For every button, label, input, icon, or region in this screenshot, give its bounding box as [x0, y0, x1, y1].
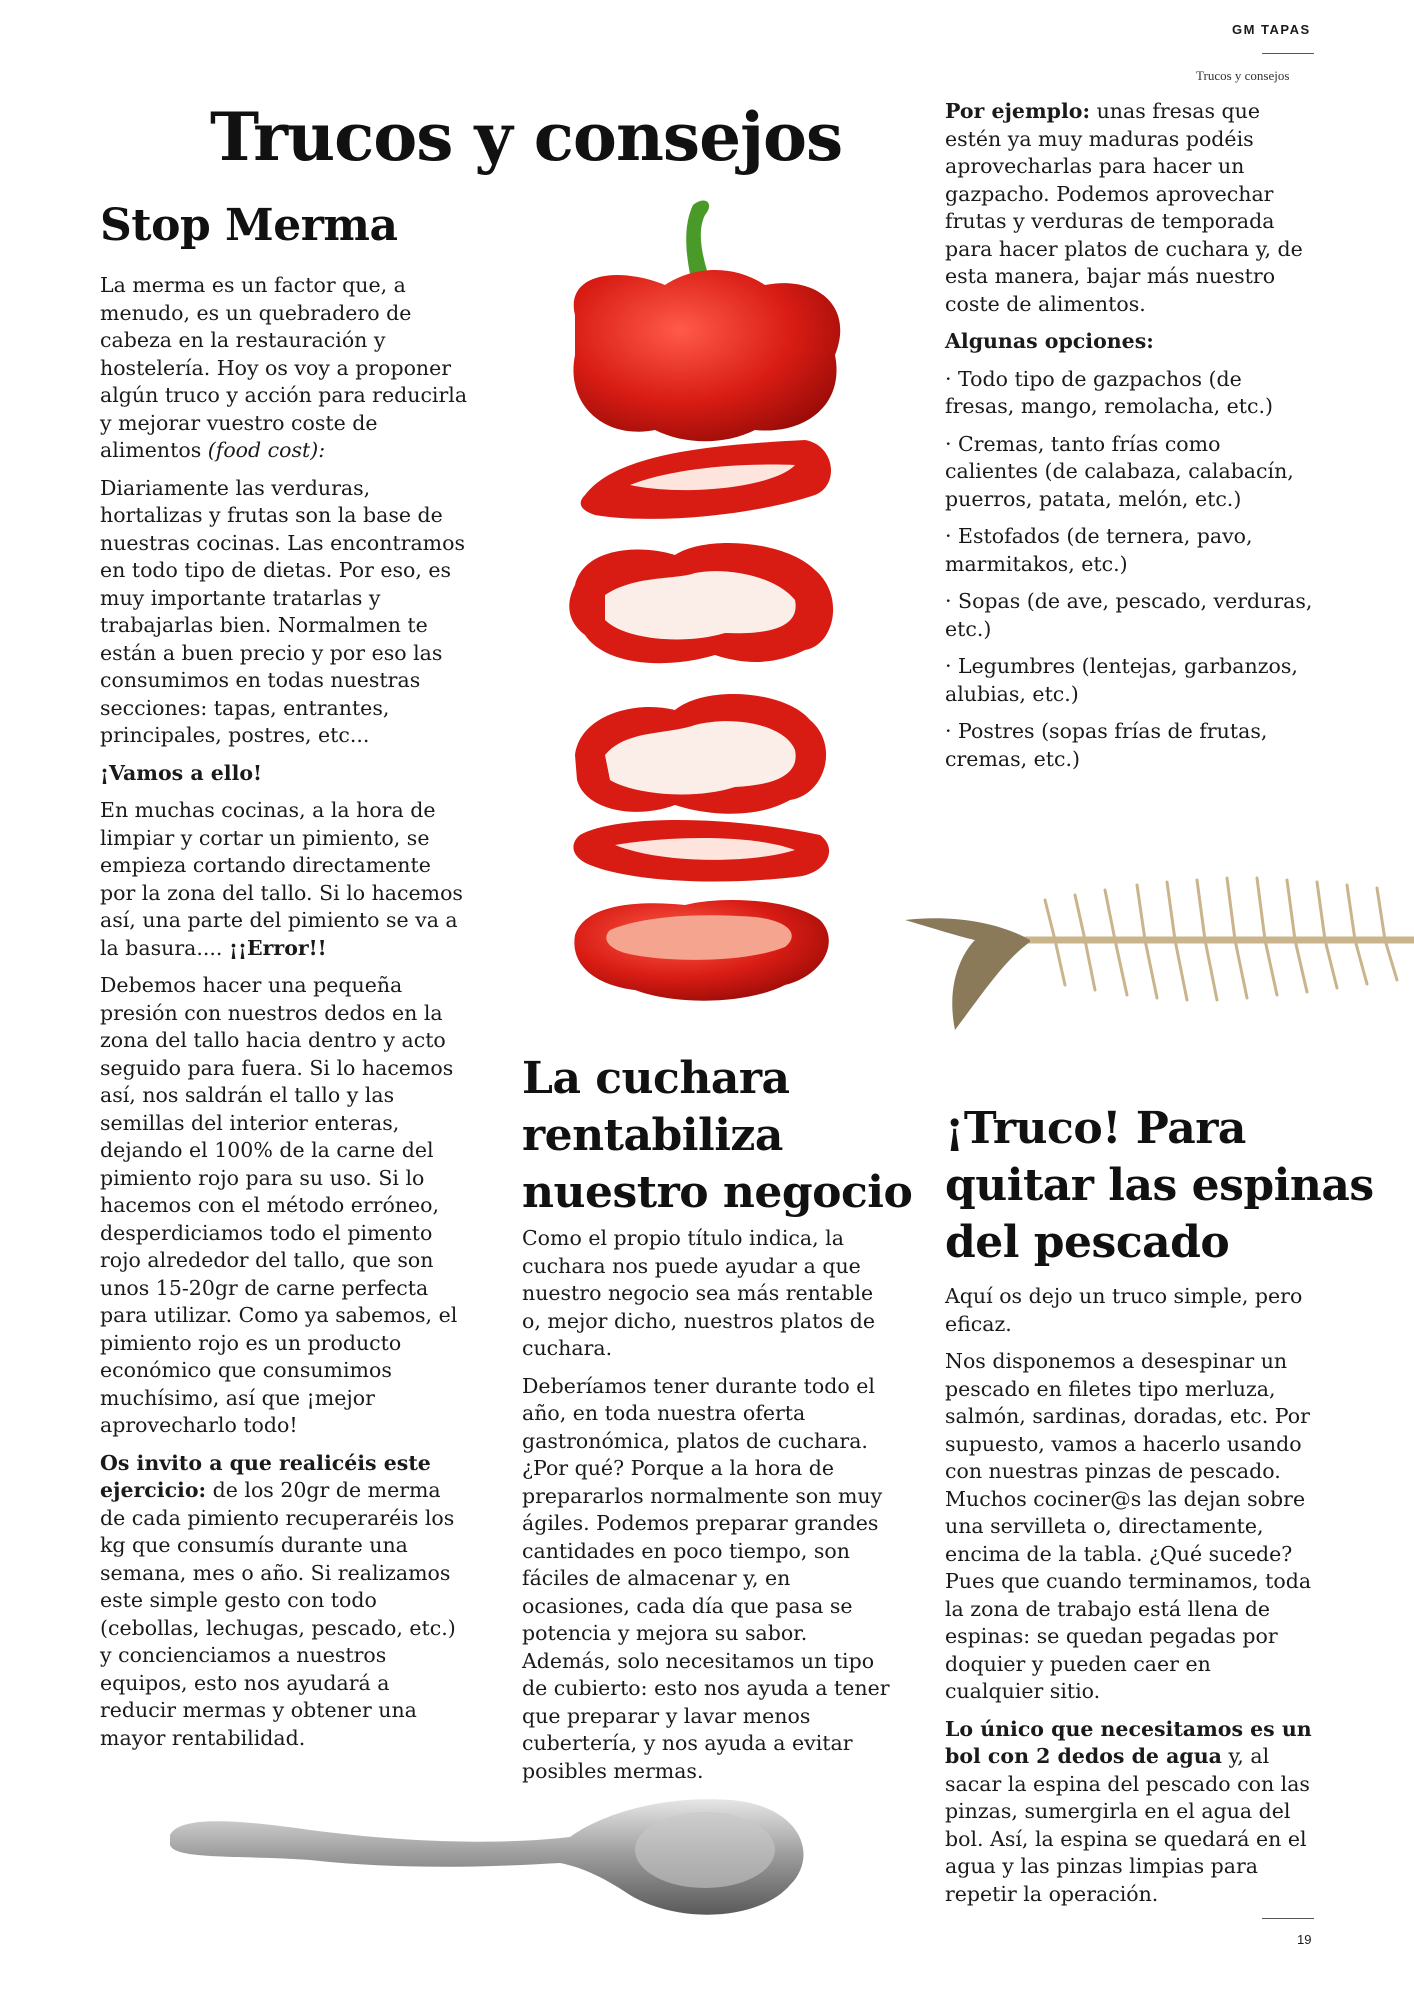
truco-bold: Lo único que necesitamos es un bol con 2 dedos de agua: [945, 1716, 1312, 1768]
spoon-bowl-highlight: [635, 1812, 775, 1888]
truco-heading: [945, 1100, 1374, 1271]
pepper-slices-image: [555, 195, 865, 1025]
cuchara-heading-line-1: La cuchara: [522, 1053, 790, 1104]
error-text: ¡¡Error!!: [228, 935, 327, 960]
opcion-item: · Cremas, tanto frías como calientes (de calabaza, calabacín, puerros, patata, melón, etc.): [945, 431, 1294, 511]
truco-p3: y, al sacar la espina del pescado con las pinzas, sumergirla en el agua del bol. Así, la espina se quedará en el agua y las pinzas limpias para repetir la operación.: [945, 1744, 1310, 1906]
cuchara-heading-line-2: rentabiliza: [522, 1110, 783, 1161]
right-column-body: [945, 98, 1315, 783]
cuchara-body: [522, 1225, 892, 1795]
opcion-item: · Estofados (de ternera, pavo, marmitakos, etc.): [945, 524, 1253, 576]
page-number: 19: [1297, 1932, 1312, 1947]
vamos-heading: ¡Vamos a ello!: [100, 760, 263, 785]
invite-bold: Os invito a que realicéis este ejercicio:: [100, 1450, 431, 1502]
footer-rule: [1262, 1918, 1314, 1919]
truco-p2: Nos disponemos a desespinar un pescado en filetes tipo merluza, salmón, sardinas, doradas, etc. Por supuesto, vamos a hacerlo usando con nuestras pinzas de pescado. Muchos cociner@s las dejan sobre una servilleta o, directamente, encima de la tabla. ¿Qué sucede? Pues que cuando terminamos, toda la zona de trabajo está llena de espinas: se quedan pegadas por doquier y pueden caer en cualquier sitio.: [945, 1349, 1312, 1703]
opcion-item: · Legumbres (lentejas, garbanzos, alubias, etc.): [945, 654, 1298, 706]
truco-heading-line-2: quitar las espinas: [945, 1160, 1374, 1211]
opcion-item: · Postres (sopas frías de frutas, cremas, etc.): [945, 719, 1268, 771]
stop-merma-p2: Diariamente las verduras, hortalizas y frutas son la base de nuestras cocinas. Las encontramos en todo tipo de dietas. Por eso, es muy importante tratarlas y trabajarlas bien. Normalmen te están a buen precio y por eso las consumimos en todas nuestras secciones: tapas, entrantes, principales, postres, etc...: [100, 475, 465, 747]
stop-merma-p5: de los 20gr de merma de cada pimiento recuperaréis los kg que consumís durante una semana, mes o año. Si realizamos este simple gesto con todo (cebollas, lechugas, pescado, etc.) y concienciamos a nuestros equipos, esto nos ayudará a reducir mermas y obtener una mayor rentabilidad.: [100, 1478, 456, 1750]
page-title: Trucos y consejos: [210, 98, 843, 176]
fish-tail: [905, 918, 1030, 1030]
cuchara-p2: Deberíamos tener durante todo el año, en toda nuestra oferta gastronómica, platos de cuchara. ¿Por qué? Porque a la hora de prepararlos normalmente son muy ágiles. Podemos preparar grandes cantidades en poco tiempo, son fáciles de almacenar y, en ocasiones, cada día que pasa se potencia y mejora su sabor. Además, solo necesitamos un tipo de cubierto: esto nos ayuda a tener que preparar y lavar menos cubertería, y nos ayuda a evitar posibles mermas.: [522, 1373, 890, 1783]
cuchara-heading-line-3: nuestro negocio: [522, 1167, 913, 1218]
stop-merma-p4: Debemos hacer una pequeña presión con nuestros dedos en la zona del tallo hacia dentro y acto seguido para fuera. Si lo hacemos así, nos saldrán el tallo y las semillas del interior enteras, dejando el 100% de la carne del pimiento rojo para su uso. Si lo hacemos con el método erróneo, desperdiciamos todo el pimento rojo alrededor del tallo, que son unos 15-20gr de carne perfecta para utilizar. Como ya sabemos, el pimiento rojo es un producto económico que consumimos muchísimo, así que ¡mejor aprovecharlo todo!: [100, 973, 458, 1437]
truco-p1: Aquí os dejo un truco simple, pero eficaz.: [945, 1284, 1303, 1336]
fish-bone-image: [905, 860, 1414, 1080]
ejemplo-bold: Por ejemplo:: [945, 99, 1091, 123]
pepper-top: [573, 270, 840, 441]
opcion-item: · Sopas (de ave, pescado, verduras, etc.): [945, 589, 1313, 641]
stop-merma-intro-italic: (food cost):: [207, 438, 326, 462]
cuchara-heading: [522, 1050, 912, 1221]
subsection-label: Trucos y consejos: [1196, 68, 1290, 83]
truco-body: [945, 1283, 1315, 1918]
stop-merma-p3: En muchas cocinas, a la hora de limpiar y cortar un pimiento, se empieza cortando directamente por la zona del tallo. Si lo hacemos así, una parte del pimiento se va a la basura....: [100, 798, 463, 960]
truco-heading-line-1: ¡Truco! Para: [945, 1103, 1246, 1154]
cuchara-p1: Como el propio título indica, la cuchara nos puede ayudar a que nuestro negocio sea más rentable o, mejor dicho, nuestros platos de cuchara.: [522, 1226, 875, 1360]
stop-merma-intro: La merma es un factor que, a menudo, es un quebradero de cabeza en la restauración y hostelería. Hoy os voy a proponer algún truco y acción para reducirla y mejorar vuestro coste de alimentos: [100, 273, 468, 462]
truco-heading-line-3: del pescado: [945, 1217, 1230, 1268]
header-rule: [1262, 53, 1314, 54]
opciones-title: Algunas opciones:: [945, 329, 1154, 353]
ejemplo-text: unas fresas que estén ya muy maduras podéis aprovecharlas para hacer un gazpacho. Podemos aprovechar frutas y verduras de temporada para hacer platos de cuchara y, de esta manera, bajar más nuestro coste de alimentos.: [945, 99, 1303, 316]
opcion-item: · Todo tipo de gazpachos (de fresas, mango, remolacha, etc.): [945, 366, 1273, 418]
stop-merma-heading: Stop Merma: [100, 200, 398, 251]
stop-merma-body: [100, 272, 470, 1762]
spoon-image: [160, 1775, 820, 1955]
section-label: GM TAPAS: [1232, 22, 1311, 37]
